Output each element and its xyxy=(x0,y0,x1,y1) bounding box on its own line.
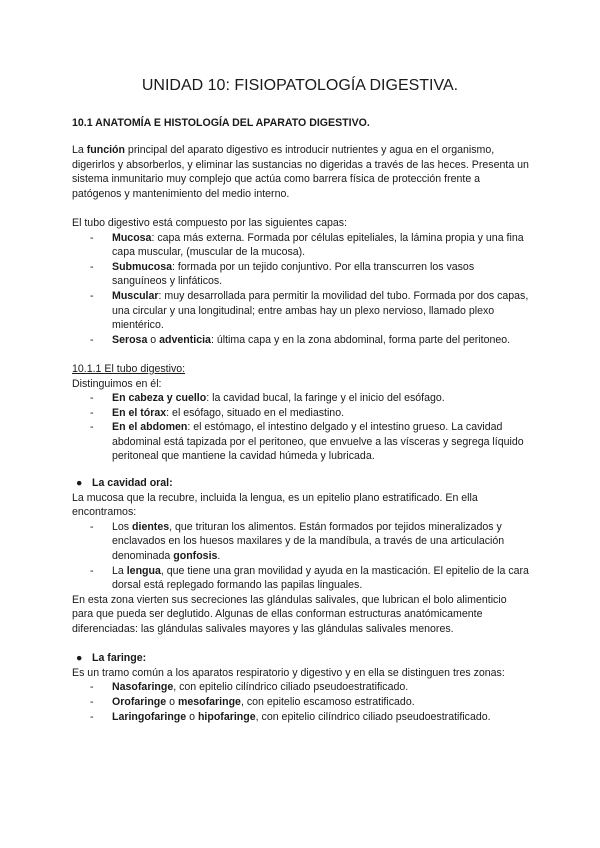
definition: : última capa y en la zona abdominal, forma parte del peritoneo. xyxy=(210,333,511,346)
list-item xyxy=(72,391,530,406)
term: adventicia xyxy=(159,333,211,346)
definition: , que tiene una gran movilidad y ayuda en la masticación. El epitelio de la cara dorsal está replegado formando las papilas linguales. xyxy=(112,564,529,592)
term: Nasofaringe xyxy=(112,681,174,694)
oral-lead: La mucosa que la recubre, incluida la lengua, es un epitelio plano estratificado. En ella encontramos: xyxy=(72,491,478,519)
term: Mucosa xyxy=(112,231,152,244)
intro-text-pre: La xyxy=(72,144,87,156)
definition: , con epitelio cilíndrico ciliado pseudoestratificado. xyxy=(255,710,491,723)
layers-lead: El tubo digestivo está compuesto por las siguientes capas: xyxy=(72,216,348,229)
list-item xyxy=(72,406,530,421)
heading-text: La faringe: xyxy=(92,652,147,665)
term: dientes xyxy=(132,520,170,533)
faringe-list xyxy=(72,680,530,724)
list-item xyxy=(72,420,530,464)
definition: , con epitelio cilíndrico ciliado pseudoestratificado. xyxy=(173,681,409,694)
bullet-icon: ● xyxy=(76,477,83,490)
definition: : capa más externa. Formada por células epiteliales, la lámina propia y una fina capa muscular, (muscular de la mucosa). xyxy=(112,231,524,259)
text-pre: Los xyxy=(112,520,133,533)
definition: , con epitelio escamoso estratificado. xyxy=(240,695,415,708)
bullet-icon: ● xyxy=(76,652,83,665)
definition: : la cavidad bucal, la faringe y el inicio del esófago. xyxy=(206,392,445,405)
term: lengua xyxy=(126,564,161,577)
term: Serosa xyxy=(112,333,148,346)
faringe-heading xyxy=(72,651,530,666)
list-item xyxy=(72,520,530,564)
list-item xyxy=(72,680,530,695)
heading-text: La cavidad oral: xyxy=(92,477,173,490)
term: gonfosis xyxy=(173,550,218,563)
oral-list xyxy=(72,520,530,593)
list-item xyxy=(72,231,530,260)
intro-bold-term: función xyxy=(86,144,125,156)
term: hipofaringe xyxy=(197,710,256,723)
list-item xyxy=(72,289,530,333)
term: En el abdomen xyxy=(112,421,188,434)
section-heading: 10.1 ANATOMÍA E HISTOLOGÍA DEL APARATO DIGESTIVO. xyxy=(72,117,370,129)
connector: o xyxy=(186,710,198,723)
document-body xyxy=(72,143,530,724)
term: mesofaringe xyxy=(177,695,241,708)
list-item xyxy=(72,564,530,593)
term: En el tórax xyxy=(112,406,167,419)
tubo-lead: Distinguimos en él: xyxy=(72,377,162,390)
term: Submucosa xyxy=(112,260,173,273)
oral-closing: En esta zona vierten sus secreciones las glándulas salivales, que lubrican el bolo alimenticio para que pueda ser deglutido. Algunas de ellas conforman estructuras anatómicamente diferenciadas: las glándulas salivales mayores y las glándulas salivales menores. xyxy=(72,593,507,635)
definition: : formada por un tejido conjuntivo. Por ella transcurren los vasos sanguíneos y linfáticos. xyxy=(112,260,475,288)
definition: : muy desarrollada para permitir la movilidad del tubo. Formada por dos capas, una circular y una longitudinal; entre ambas hay un plexo nervioso, llamado plexo mientérico. xyxy=(112,289,529,332)
page-title: UNIDAD 10: FISIOPATOLOGÍA DIGESTIVA. xyxy=(141,77,459,94)
list-item xyxy=(72,333,530,348)
layers-list xyxy=(72,231,530,348)
connector: o xyxy=(147,333,160,346)
tubo-list xyxy=(72,391,530,464)
intro-text-post: principal del aparato digestivo es introducir nutrientes y agua en el organismo, digerirlos y absorberlos, y eliminar las sustancias no digeridas a través de las heces. Presenta un sistema inmunitario muy complejo que actúa como barrera física de protección frente a patógenos y mantenimiento del medio interno. xyxy=(72,144,529,200)
text-end: . xyxy=(217,550,221,563)
list-item xyxy=(72,260,530,289)
term: Laringofaringe xyxy=(112,710,187,723)
list-item xyxy=(72,710,530,725)
definition: : el esófago, situado en el mediastino. xyxy=(166,406,345,419)
intro-paragraph xyxy=(72,143,530,201)
definition: : el estómago, el intestino delgado y el intestino grueso. La cavidad abdominal está tapizada por el peritoneo, que envuelve a las vísceras y segrega líquido peritoneal que mantiene la cavidad húmeda y lubricada. xyxy=(112,421,524,463)
oral-heading xyxy=(72,476,530,491)
term: Orofaringe xyxy=(112,695,167,708)
subsection-heading: 10.1.1 El tubo digestivo: xyxy=(72,362,186,375)
list-item xyxy=(72,695,530,710)
faringe-lead: Es un tramo común a los aparatos respiratorio y digestivo y en ella se distinguen tres zonas: xyxy=(72,666,505,679)
text-pre: La xyxy=(112,564,127,577)
term: Muscular xyxy=(112,289,159,302)
connector: o xyxy=(166,695,178,708)
term: En cabeza y cuello xyxy=(112,392,207,405)
definition: , que trituran los alimentos. Están formados por tejidos mineralizados y enclavados en los huesos maxilares y de la mandíbula, a través de una articulación denominada xyxy=(112,520,505,563)
